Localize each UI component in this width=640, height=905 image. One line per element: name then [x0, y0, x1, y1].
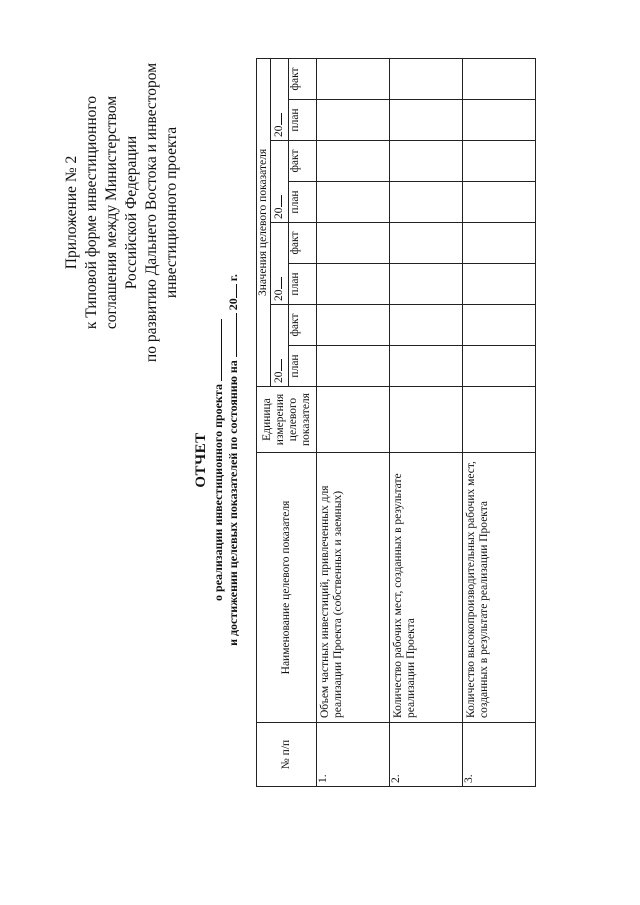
indicators-table: [256, 58, 536, 787]
header-plan: план: [289, 346, 317, 387]
header-plan: план: [289, 264, 317, 305]
appendix-header: [62, 40, 182, 385]
report-subtitle-line1: [210, 250, 225, 670]
year-prefix: 20: [273, 371, 285, 383]
table-row: [317, 58, 390, 786]
header-plan: план: [289, 100, 317, 141]
appendix-line: по развитию Дальнего Востока и инвестором: [143, 62, 160, 363]
report-subtitle-text2: и достижении целевых показателей по состоянию на: [226, 360, 240, 646]
report-year-prefix: 20: [226, 298, 240, 311]
header-fact: факт: [289, 58, 317, 99]
row-unit: [317, 387, 390, 453]
blank-line: [210, 319, 222, 381]
row-unit: [463, 387, 536, 453]
header-fact: факт: [289, 305, 317, 346]
header-name: Наименование целевого показателя: [257, 453, 317, 723]
row-name: Количество высокопроизводительных рабочих мест, созданных в результате реализации Проекта: [463, 453, 536, 723]
year-prefix: 20: [273, 125, 285, 137]
report-year-suffix: г.: [226, 274, 240, 282]
appendix-line: Приложение № 2: [63, 155, 80, 270]
header-year: [271, 58, 289, 140]
row-num: 3.: [463, 723, 536, 787]
blank-line: [225, 313, 237, 357]
row-num: 1.: [317, 723, 390, 787]
header-year: [271, 141, 289, 223]
header-num: № п/п: [257, 723, 317, 787]
year-prefix: 20: [273, 207, 285, 219]
row-num: 2.: [390, 723, 463, 787]
header-fact: факт: [289, 141, 317, 182]
appendix-line: соглашения между Министерством: [103, 95, 120, 330]
report-title-block: [192, 250, 240, 670]
table-row: [463, 58, 536, 786]
blank-line: [225, 284, 237, 298]
year-prefix: 20: [273, 289, 285, 301]
appendix-line: инвестиционного проекта: [163, 126, 180, 299]
header-unit: Единица измерения целевого показателя: [257, 387, 317, 453]
row-name: Объем частных инвестиций, привлеченных для реализации Проекта (собственных и заемных): [317, 453, 390, 723]
row-unit: [390, 387, 463, 453]
report-title: ОТЧЕТ: [193, 432, 209, 488]
header-fact: факт: [289, 223, 317, 264]
header-values: Значения целевого показателя: [257, 58, 271, 386]
header-plan: план: [289, 182, 317, 223]
row-name: Количество рабочих мест, созданных в результате реализации Проекта: [390, 453, 463, 723]
header-year: [271, 223, 289, 305]
header-year: [271, 305, 289, 387]
table-row: [390, 58, 463, 786]
appendix-line: к Типовой форме инвестиционного: [83, 95, 100, 330]
appendix-line: Российской Федерации: [123, 135, 140, 290]
report-subtitle-line2: [225, 250, 240, 670]
report-subtitle-text1: о реализации инвестиционного проекта: [211, 384, 225, 601]
